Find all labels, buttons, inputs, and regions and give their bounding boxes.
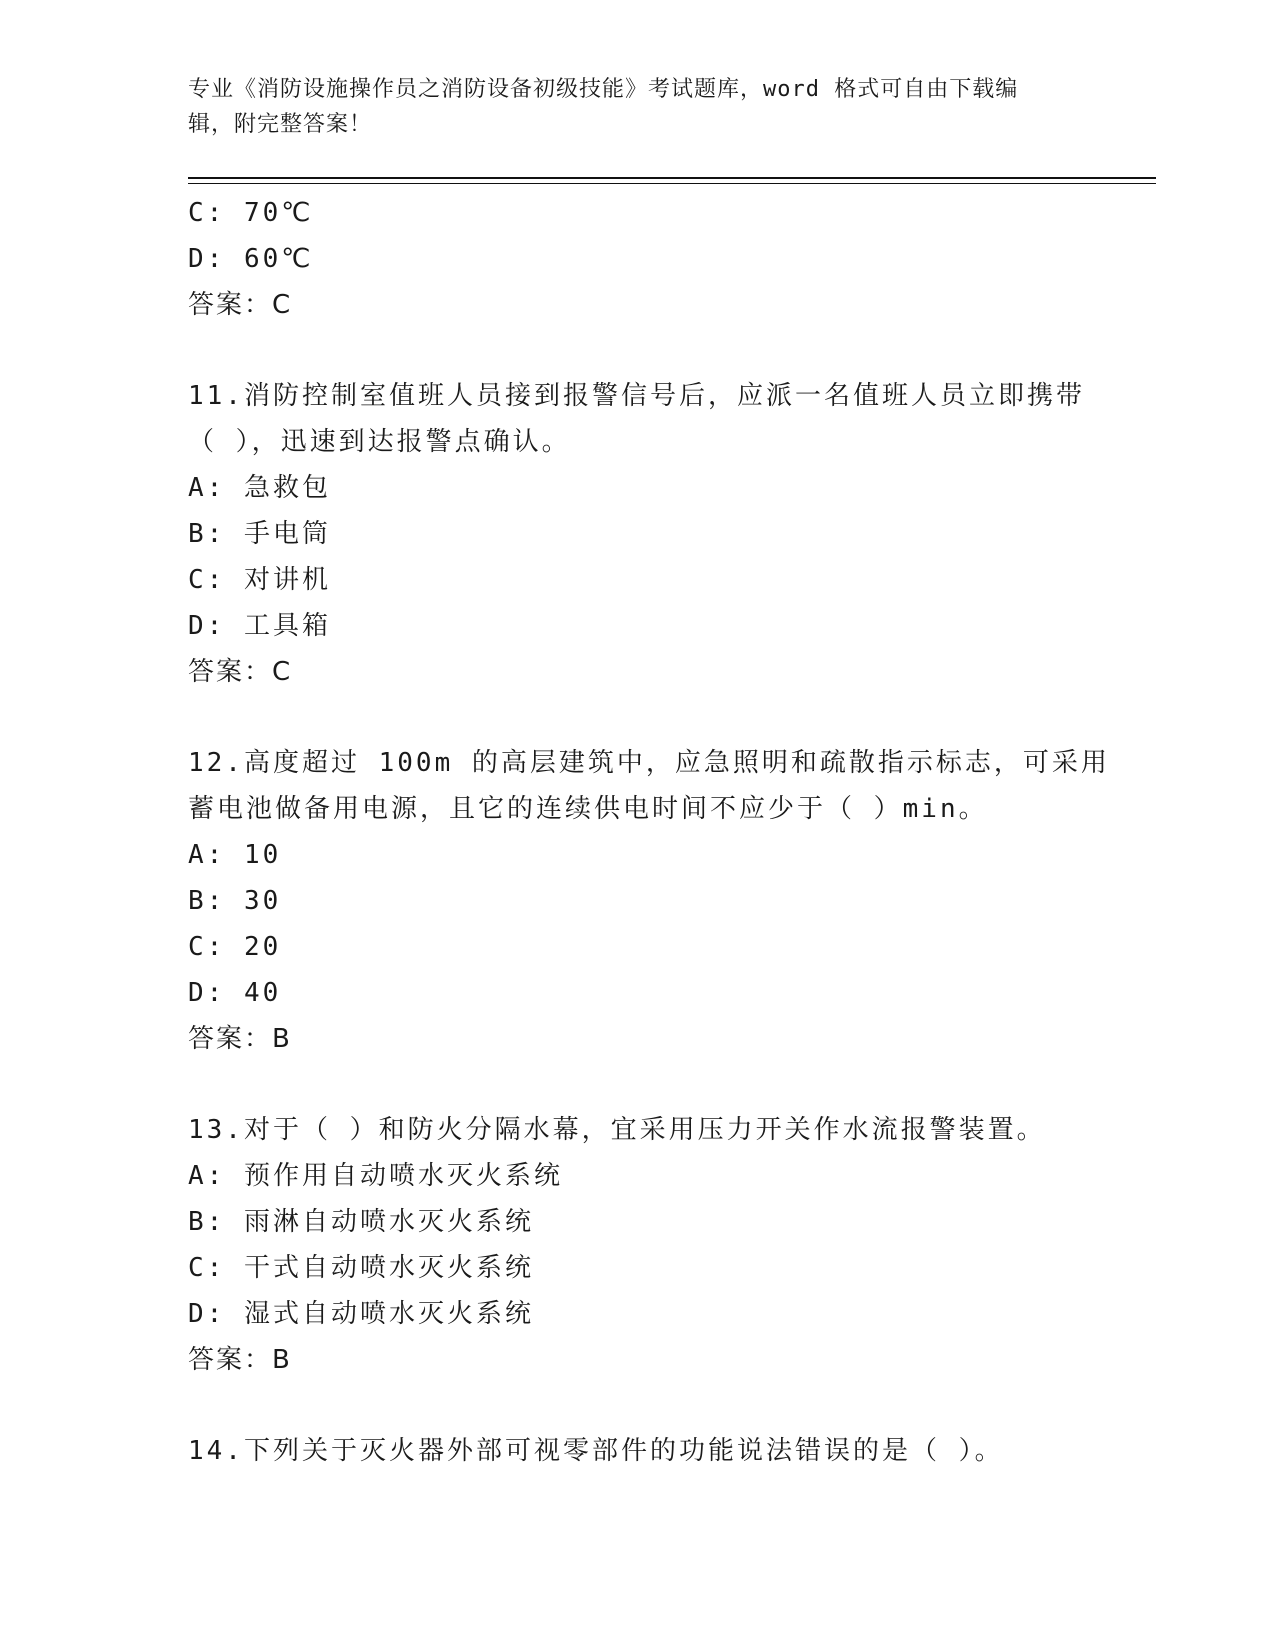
option-b: B: 手电筒 [188,519,331,549]
header-divider-thick [188,177,1156,179]
question-list [188,190,1110,1474]
option-a: A: 10 [188,840,282,870]
option-c: C: 对讲机 [188,565,331,595]
question-10-tail [188,190,1088,328]
question-13 [188,1107,1088,1383]
question-text-line: 蓄电池做备用电源，且它的连续供电时间不应少于（ ）min。 [188,794,988,824]
answer-label: 答案：C [188,657,293,687]
option-b: B: 雨淋自动喷水灭火系统 [188,1207,534,1237]
option-d: D: 湿式自动喷水灭火系统 [188,1299,534,1329]
option-b: B: 30 [188,886,282,916]
header-line-1: 专业《消防设施操作员之消防设备初级技能》考试题库，word 格式可自由下载编 [188,77,1019,102]
question-text-line: 12.高度超过 100m 的高层建筑中，应急照明和疏散指示标志，可采用 [188,748,1110,778]
header-line-2: 辑，附完整答案！ [188,112,373,137]
question-text-line: 13.对于（ ）和防火分隔水幕，宜采用压力开关作水流报警装置。 [188,1115,1046,1145]
question-text-line: 11.消防控制室值班人员接到报警信号后，应派一名值班人员立即携带 [188,381,1085,411]
header-divider-thin [188,183,1156,184]
option-d: D: 60℃ [188,244,314,274]
answer-label: 答案：B [188,1345,292,1375]
option-c: C: 20 [188,932,282,962]
option-a: A: 急救包 [188,473,331,503]
answer-label: 答案：B [188,1024,292,1054]
question-12 [188,740,1110,1062]
document-header [188,72,1088,142]
question-text-line: （ ），迅速到达报警点确认。 [188,427,571,457]
answer-label: 答案：C [188,290,293,320]
option-c: C: 70℃ [188,198,314,228]
question-11 [188,373,1088,695]
question-text-line: 14.下列关于灭火器外部可视零部件的功能说法错误的是（ ）。 [188,1436,1004,1466]
option-d: D: 工具箱 [188,611,331,641]
option-a: A: 预作用自动喷水灭火系统 [188,1161,563,1191]
option-c: C: 干式自动喷水灭火系统 [188,1253,534,1283]
question-14 [188,1428,1088,1474]
option-d: D: 40 [188,978,282,1008]
